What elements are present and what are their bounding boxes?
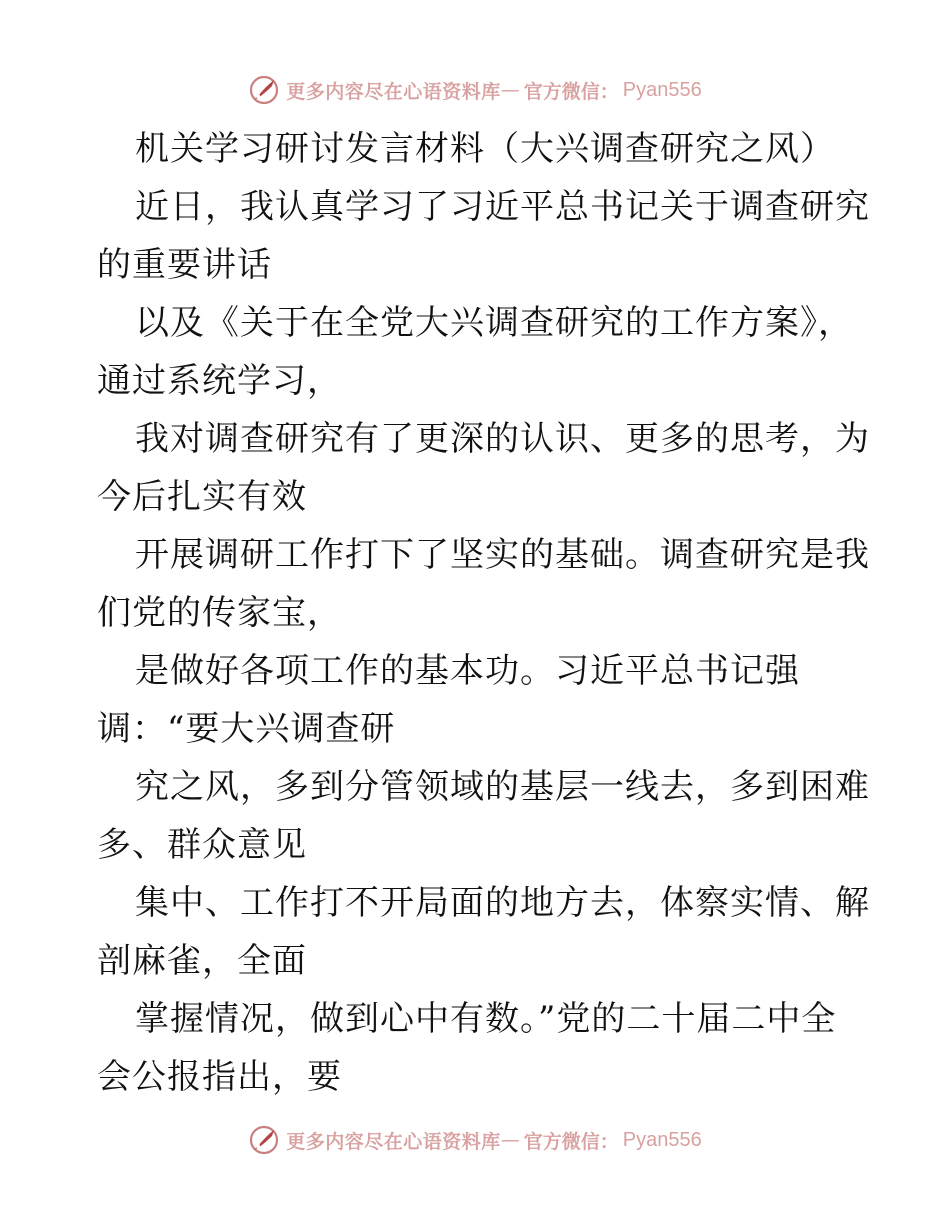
paragraph-line: 是做好各项工作的基本功。习近平总书记强 — [135, 651, 800, 691]
paragraph-line: 会公报指出，要 — [97, 1057, 342, 1097]
paragraph-line: 今后扎实有效 — [97, 477, 307, 517]
footer-banner-content — [248, 1124, 702, 1156]
paragraph-line: 剖麻雀，全面 — [97, 941, 307, 981]
paragraph-line: 掌握情况，做到心中有数。”党的二十届二中全 — [135, 999, 837, 1039]
header-banner-account: Pyan556 — [622, 78, 702, 101]
footer-banner — [0, 1120, 950, 1160]
header-banner-text: 更多内容尽在心语资料库 — [286, 80, 501, 103]
paragraph-line: 开展调研工作打下了坚实的基础。调查研究是我 — [135, 535, 870, 575]
header-banner-label: 官方微信： — [523, 80, 619, 103]
paragraph-line: 究之风，多到分管领域的基层一线去，多到困难 — [135, 767, 870, 807]
paragraph-line: 多、群众意见 — [97, 825, 307, 865]
header-banner-separator: — — [500, 79, 520, 101]
footer-banner-label: 官方微信： — [523, 1130, 619, 1153]
paragraph-line: 我对调查研究有了更深的认识、更多的思考，为 — [135, 419, 870, 459]
document-title: 机关学习研讨发言材料（大兴调查研究之风） — [135, 129, 835, 169]
header-banner-content — [248, 74, 702, 106]
pen-nib-circle-icon — [248, 1124, 280, 1156]
paragraph-line: 集中、工作打不开局面的地方去，体察实情、解 — [135, 883, 870, 923]
footer-banner-account: Pyan556 — [622, 1128, 702, 1151]
paragraph-line: 以及《关于在全党大兴调查研究的工作方案》， — [135, 303, 853, 343]
paragraph-line: 的重要讲话 — [97, 245, 272, 285]
paragraph-line: 通过系统学习， — [97, 361, 342, 401]
document-body — [97, 120, 870, 1106]
footer-banner-separator: — — [500, 1129, 520, 1151]
footer-banner-text: 更多内容尽在心语资料库 — [286, 1130, 501, 1153]
header-banner — [0, 70, 950, 110]
pen-nib-circle-icon — [248, 74, 280, 106]
paragraph-line: 近日，我认真学习了习近平总书记关于调查研究 — [135, 187, 870, 227]
paragraph-line: 们党的传家宝， — [97, 593, 342, 633]
paragraph-line: 调：“要大兴调查研 — [97, 709, 396, 749]
